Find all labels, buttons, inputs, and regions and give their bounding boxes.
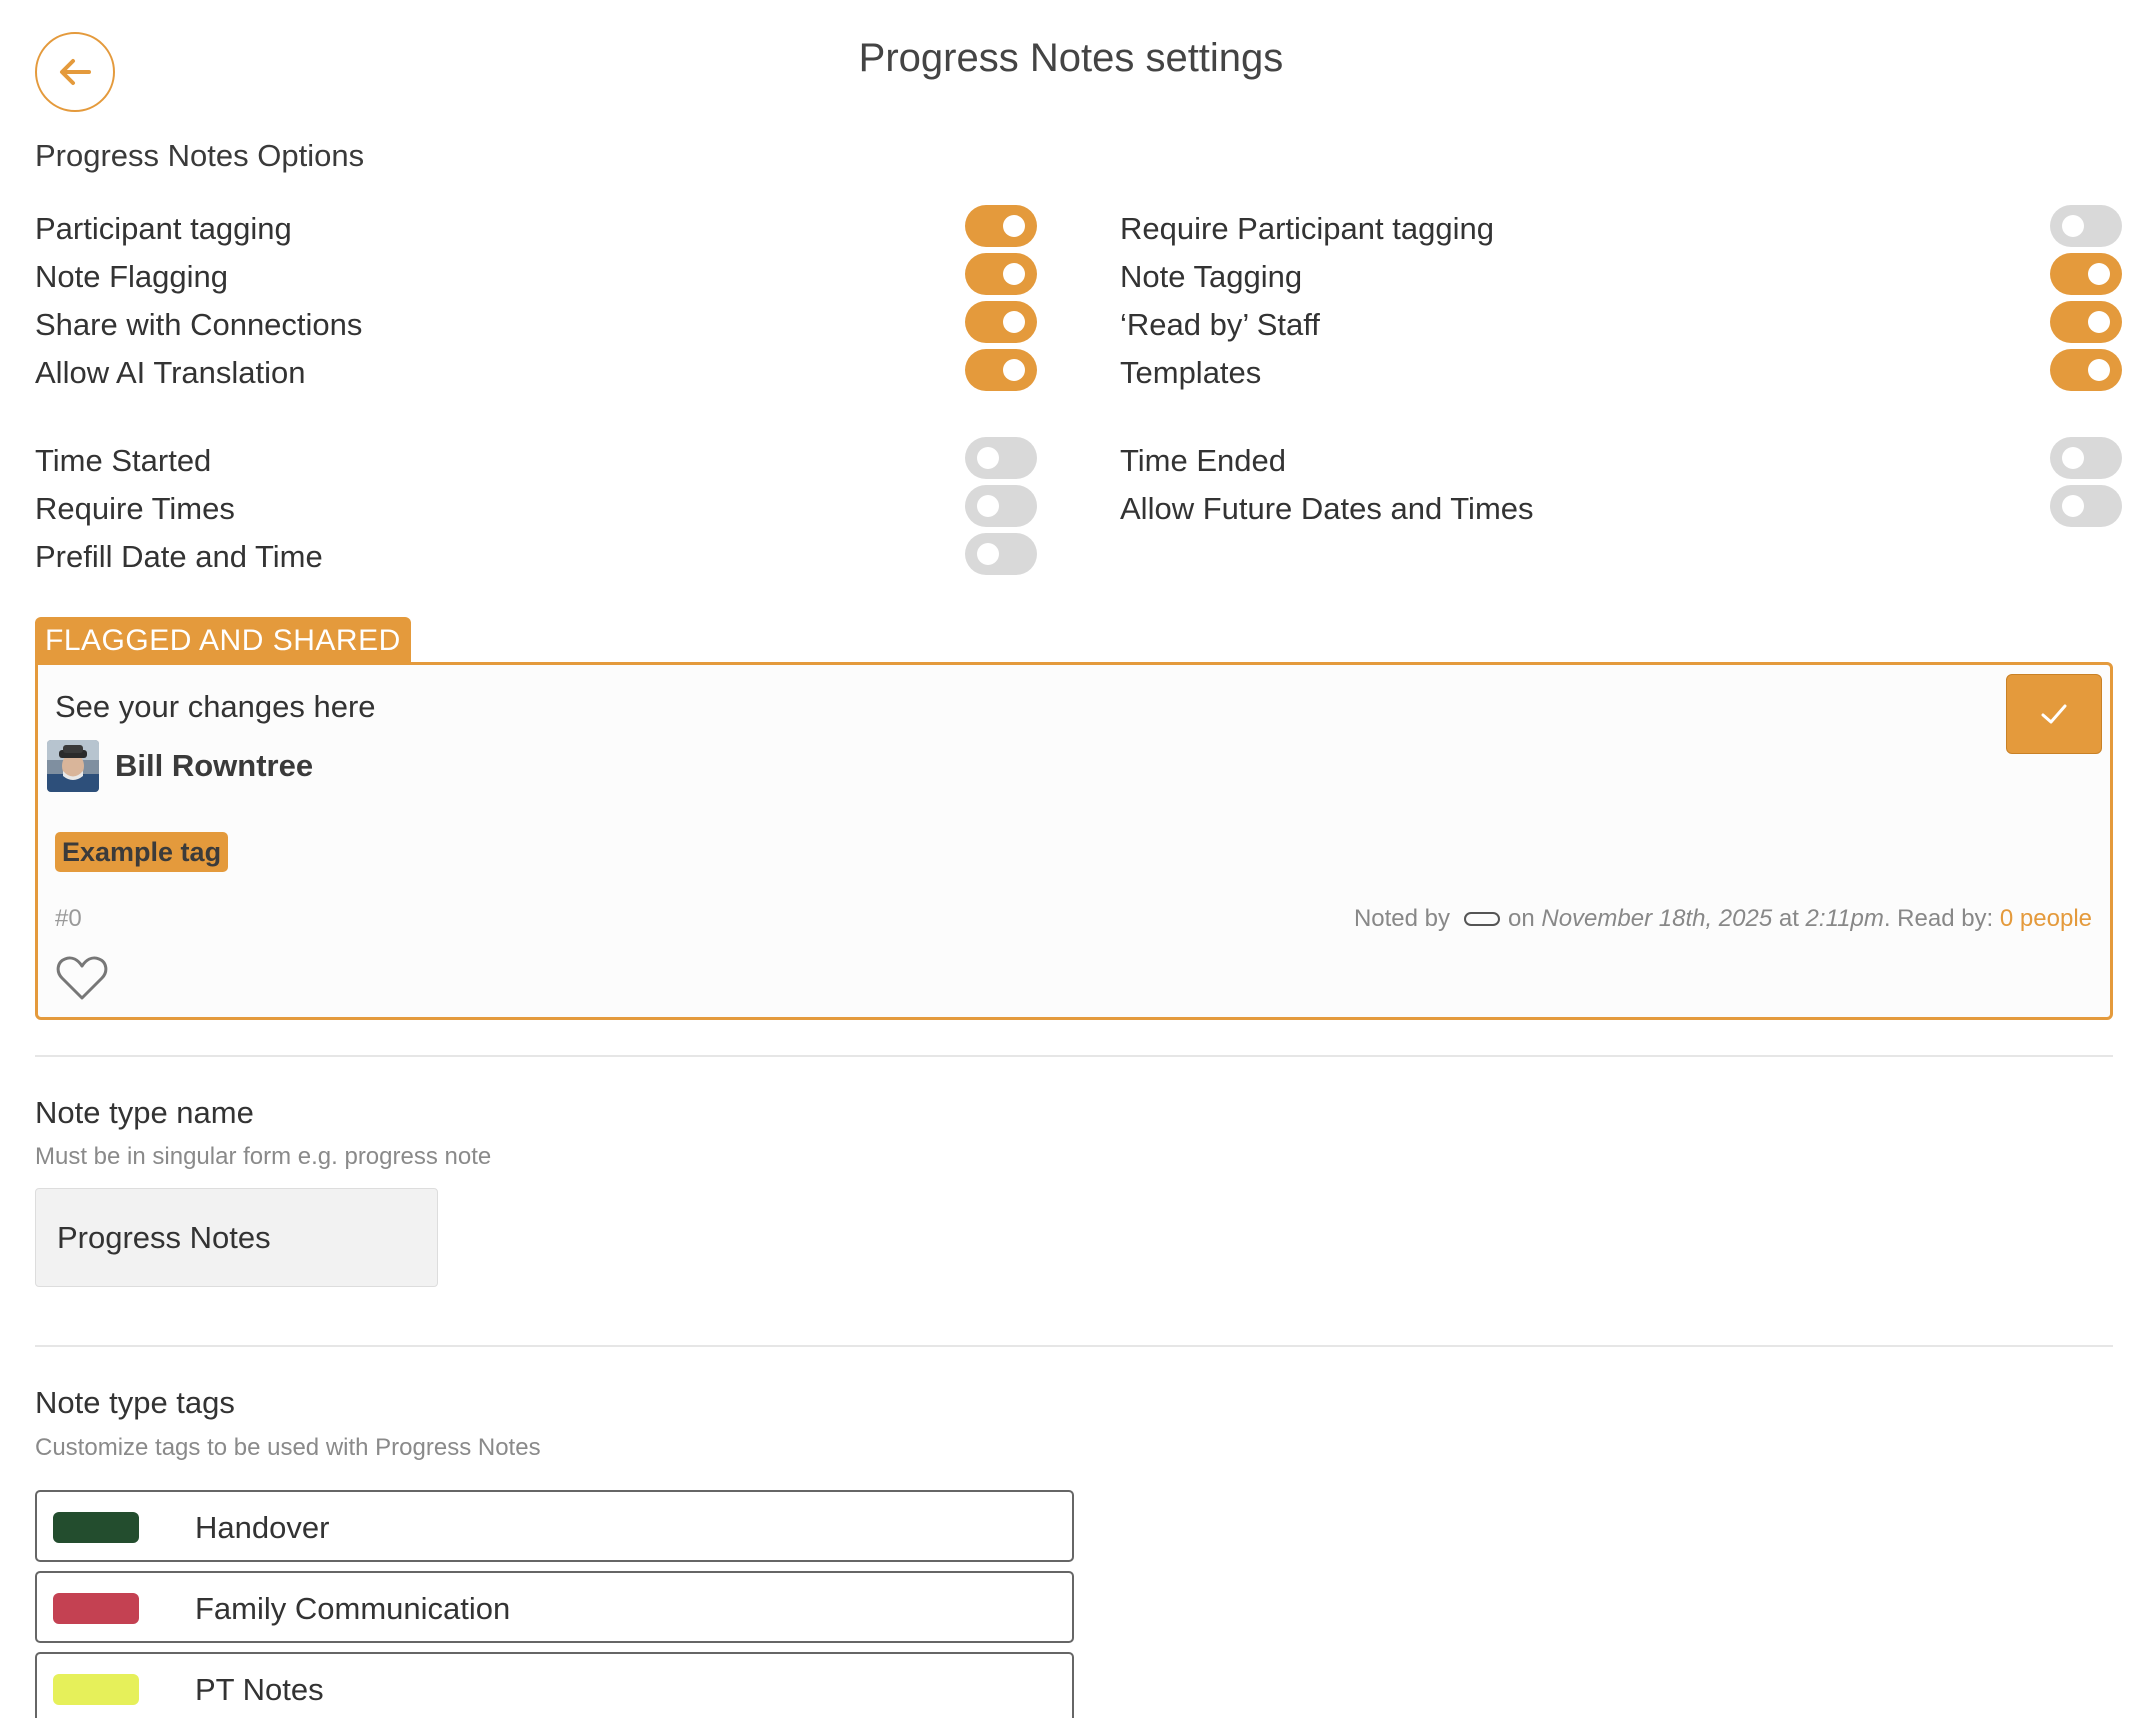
tag-label: PT Notes <box>195 1672 324 1707</box>
note-date: November 18th, 2025 <box>1541 905 1773 932</box>
option-label: Allow AI Translation <box>35 355 306 390</box>
option-label: Time Started <box>35 443 212 478</box>
toggle-note-tagging[interactable] <box>2050 253 2122 295</box>
tag-color-swatch[interactable] <box>53 1512 139 1543</box>
toggle-time-ended[interactable] <box>2050 437 2122 479</box>
confirm-button[interactable] <box>2006 674 2102 754</box>
option-time-started <box>35 437 211 485</box>
toggle-share-with-connections[interactable] <box>965 301 1037 343</box>
example-tag: Example tag <box>55 832 228 872</box>
option-label: Prefill Date and Time <box>35 539 323 574</box>
note-type-name-help: Must be in singular form e.g. progress note <box>35 1143 492 1170</box>
toggle-knob <box>2062 215 2084 237</box>
option-time-ended <box>1120 437 1286 485</box>
toggle-require-participant-tagging[interactable] <box>2050 205 2122 247</box>
toggle-knob <box>977 447 999 469</box>
option-allow-future-dates-and-times <box>1120 485 1534 533</box>
toggle-read-by-staff[interactable] <box>2050 301 2122 343</box>
option-require-participant-tagging <box>1120 205 1494 253</box>
option-prefill-date-and-time <box>35 533 323 581</box>
tag-label: Handover <box>195 1510 330 1545</box>
divider <box>35 1345 2113 1347</box>
read-by-text: . Read by: <box>1883 905 1994 932</box>
avatar <box>47 740 99 792</box>
note-type-name-title: Note type name <box>35 1095 254 1130</box>
tag-row-handover[interactable] <box>35 1490 1074 1562</box>
divider <box>35 1055 2113 1057</box>
toggle-knob <box>977 495 999 517</box>
tag-color-swatch[interactable] <box>53 1593 139 1624</box>
page-title: Progress Notes settings <box>858 36 1284 80</box>
preview-hint: See your changes here <box>55 689 376 724</box>
toggle-knob <box>1003 215 1025 237</box>
on-text: on <box>1508 905 1535 932</box>
noted-by-prefix: Noted by <box>1353 905 1450 932</box>
option-label: Require Times <box>35 491 235 526</box>
note-number: #0 <box>55 905 82 932</box>
toggle-time-started[interactable] <box>965 437 1037 479</box>
toggle-knob <box>2088 311 2110 333</box>
flagged-and-shared-tab: FLAGGED AND SHARED <box>35 617 411 665</box>
toggle-allow-ai-translation[interactable] <box>965 349 1037 391</box>
option-participant-tagging <box>35 205 292 253</box>
toggle-knob <box>1003 263 1025 285</box>
option-label: Note Flagging <box>35 259 229 294</box>
like-button[interactable] <box>56 955 108 1006</box>
toggle-knob <box>1003 359 1025 381</box>
heart-icon <box>56 955 108 1001</box>
option-label: Participant tagging <box>35 211 292 246</box>
option-allow-ai-translation <box>35 349 306 397</box>
noted-by-line <box>1354 905 2092 933</box>
option-label: Note Tagging <box>1120 259 1303 294</box>
note-time: 2:11pm <box>1805 905 1884 932</box>
tag-row-family-communication[interactable] <box>35 1571 1074 1643</box>
at-text: at <box>1778 905 1799 932</box>
author-placeholder <box>1464 912 1500 926</box>
note-preview-card <box>35 662 2113 1020</box>
option-share-with-connections <box>35 301 362 349</box>
option-note-flagging <box>35 253 228 301</box>
option-label: Templates <box>1120 355 1262 390</box>
toggle-note-flagging[interactable] <box>965 253 1037 295</box>
toggle-require-times[interactable] <box>965 485 1037 527</box>
option-label: Allow Future Dates and Times <box>1120 491 1534 526</box>
toggle-templates[interactable] <box>2050 349 2122 391</box>
toggle-knob <box>1003 311 1025 333</box>
note-type-tags-help: Customize tags to be used with Progress Notes <box>35 1434 541 1461</box>
option-note-tagging <box>1120 253 1302 301</box>
read-by-count-link[interactable]: 0 people <box>1999 905 2092 932</box>
toggle-knob <box>2088 359 2110 381</box>
option-templates <box>1120 349 1261 397</box>
note-type-name-input[interactable] <box>35 1188 438 1287</box>
toggle-prefill-date-and-time[interactable] <box>965 533 1037 575</box>
options-heading: Progress Notes Options <box>35 138 365 173</box>
checkmark-icon <box>2037 697 2071 731</box>
toggle-knob <box>2062 495 2084 517</box>
option-read-by-staff <box>1120 301 1320 349</box>
option-require-times <box>35 485 235 533</box>
toggle-knob <box>2062 447 2084 469</box>
note-type-tags-title: Note type tags <box>35 1385 235 1420</box>
option-label: Require Participant tagging <box>1120 211 1494 246</box>
toggle-allow-future-dates-and-times[interactable] <box>2050 485 2122 527</box>
tag-row-pt-notes[interactable] <box>35 1652 1074 1718</box>
toggle-participant-tagging[interactable] <box>965 205 1037 247</box>
option-label: Share with Connections <box>35 307 363 342</box>
tag-label: Family Communication <box>195 1591 511 1626</box>
option-label: Time Ended <box>1120 443 1286 478</box>
tag-color-swatch[interactable] <box>53 1674 139 1705</box>
toggle-knob <box>977 543 999 565</box>
option-label: ‘Read by’ Staff <box>1120 307 1320 342</box>
toggle-knob <box>2088 263 2110 285</box>
person-name: Bill Rowntree <box>115 748 314 783</box>
